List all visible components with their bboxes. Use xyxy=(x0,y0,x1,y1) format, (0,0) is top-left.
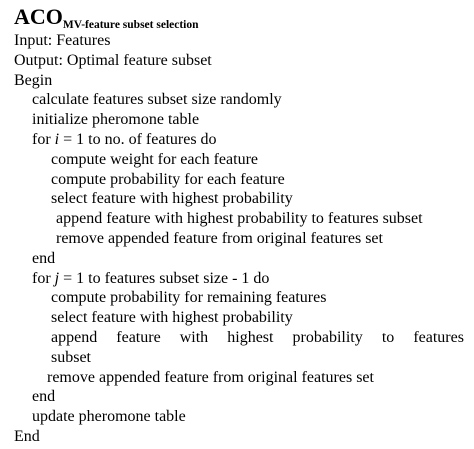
for-keyword: for xyxy=(32,130,55,148)
append-word: highest xyxy=(227,328,274,346)
init-pheromone-line: initialize pheromone table xyxy=(32,111,200,129)
loop-variable-j: j xyxy=(54,269,60,287)
algorithm-title-main: ACO xyxy=(14,4,63,29)
append-justified-line xyxy=(14,328,464,348)
remove-appended-line: remove appended feature from original features set xyxy=(56,229,383,247)
append-word: append xyxy=(51,328,98,346)
append-tail-line: subset xyxy=(51,348,91,366)
end-loop-i: end xyxy=(32,249,56,267)
for-loop-i-line xyxy=(14,130,464,150)
calc-subset-size-line: calculate features subset size randomly xyxy=(32,91,282,109)
remove-appended-line-2: remove appended feature from original features set xyxy=(47,368,374,386)
loop-variable-i: i xyxy=(54,130,60,148)
algorithm-box xyxy=(14,3,464,447)
algorithm-title-subscript: MV-feature subset selection xyxy=(62,19,199,31)
input-line: Input: Features xyxy=(14,32,111,49)
append-word: with xyxy=(179,328,209,346)
loop-condition: = 1 to no. of features do xyxy=(59,130,217,148)
output-line: Output: Optimal feature subset xyxy=(14,51,212,69)
for-keyword: for xyxy=(32,269,55,287)
append-word: feature xyxy=(116,328,161,346)
compute-probability-line: compute probability for each feature xyxy=(51,170,285,188)
append-word: to xyxy=(381,328,395,346)
append-highest-line: append feature with highest probability to features subset xyxy=(56,210,423,228)
compute-weight-line: compute weight for each feature xyxy=(51,150,259,168)
end-keyword: End xyxy=(14,427,40,445)
end-loop-j: end xyxy=(32,388,56,406)
algorithm-title xyxy=(14,3,464,31)
begin-keyword: Begin xyxy=(14,71,53,89)
compute-prob-remaining-line: compute probability for remaining features xyxy=(51,289,327,307)
for-loop-j-line xyxy=(14,269,464,289)
select-highest-line-2: select feature with highest probability xyxy=(51,309,293,327)
append-word: probability xyxy=(292,328,363,346)
loop-condition: = 1 to features subset size - 1 do xyxy=(59,269,270,287)
update-pheromone-line: update pheromone table xyxy=(32,408,186,426)
select-highest-line: select feature with highest probability xyxy=(51,190,293,208)
append-word: features xyxy=(413,328,464,346)
